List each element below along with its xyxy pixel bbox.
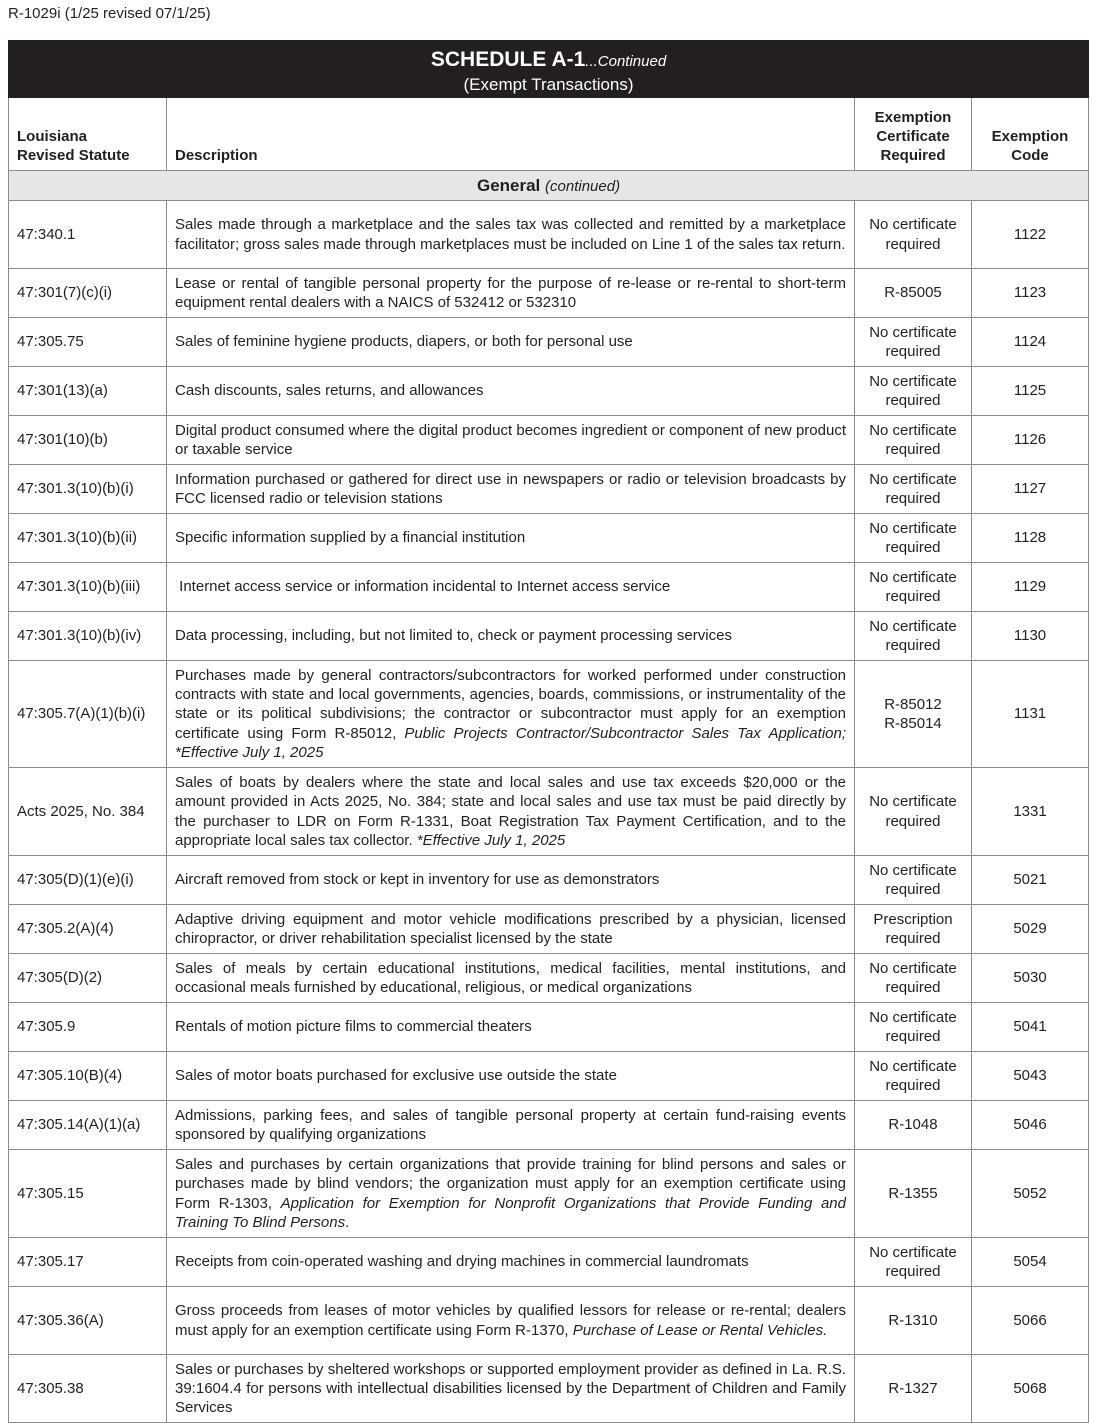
statute-cell xyxy=(9,563,167,612)
certificate-text: No certificate required xyxy=(869,519,957,556)
certificate-text: R-1327 xyxy=(888,1379,938,1397)
description-text: Sales of boats by dealers where the state and local sales and use tax exceeds $20,000 or the amount provided in Acts 2025, No. 384; state and local sales and use tax must be paid directly by the purchaser to LDR on Form R-1331, Boat Registration Tax Payment Certification, and to the appropriate local sales tax collector. xyxy=(175,773,851,849)
description-cell xyxy=(167,905,855,954)
certificate-cell xyxy=(855,465,972,514)
statute-column-header: Louisiana Revised Statute xyxy=(9,98,167,171)
exemption-code-cell xyxy=(972,465,1089,514)
table-row xyxy=(9,318,1089,367)
description-text: Admissions, parking fees, and sales of tangible personal property at certain fund-raising events sponsored by qualifying organizations xyxy=(175,1106,851,1143)
exemption-code-text: 1131 xyxy=(1013,705,1047,723)
section-name: General xyxy=(476,175,541,195)
exemption-code-text: 5066 xyxy=(1013,1311,1047,1329)
statute-text: 47:301.3(10)(b)(iii) xyxy=(17,578,141,596)
statute-text: 47:305.10(B)(4) xyxy=(17,1067,123,1085)
exemption-code-text: 5054 xyxy=(1013,1253,1047,1271)
table-row xyxy=(9,1355,1089,1423)
description-cell xyxy=(167,416,855,465)
table-row xyxy=(9,1003,1089,1052)
statute-text: 47:305.2(A)(4) xyxy=(17,920,114,938)
statute-text: 47:301.3(10)(b)(iv) xyxy=(17,627,142,645)
schedule-subtitle: (Exempt Transactions) xyxy=(463,74,634,94)
certificate-text: R-85012 xyxy=(884,695,942,713)
statute-text: 47:305.9 xyxy=(17,1018,76,1036)
exemption-code-text: 1331 xyxy=(1013,802,1047,820)
statute-cell xyxy=(9,612,167,661)
description-italic-text: Public Projects Contractor/Subcontractor Sales Tax Application; *Effective July 1, 2025 xyxy=(175,724,847,761)
form-id: R-1029i (1/25 revised 07/1/25) xyxy=(8,5,211,22)
description-cell xyxy=(167,954,855,1003)
description-cell xyxy=(167,768,855,856)
description-cell xyxy=(167,1287,855,1355)
certificate-text: No certificate required xyxy=(869,1243,957,1280)
statute-cell xyxy=(9,465,167,514)
schedule-table xyxy=(8,40,1089,1423)
exemption-code-text: 1125 xyxy=(1013,382,1047,400)
certificate-cell xyxy=(855,318,972,367)
certificate-cell xyxy=(855,1003,972,1052)
table-row xyxy=(9,905,1089,954)
statute-cell xyxy=(9,1052,167,1101)
certificate-cell xyxy=(855,563,972,612)
certificate-text: R-1355 xyxy=(888,1184,938,1202)
statute-cell xyxy=(9,1355,167,1423)
description-text: Gross proceeds from leases of motor vehicles by qualified lessors for release or re-rental; dealers must apply for an exemption certificate using Form R-1370, xyxy=(175,1302,851,1339)
certificate-cell xyxy=(855,514,972,563)
certificate-cell xyxy=(855,201,972,269)
exemption-code-text: 5046 xyxy=(1013,1116,1047,1134)
certificate-text: Prescription required xyxy=(873,910,953,947)
statute-cell xyxy=(9,954,167,1003)
statute-text: 47:301(10)(b) xyxy=(17,431,108,449)
column-header-row xyxy=(9,98,1089,171)
certificate-cell xyxy=(855,269,972,318)
statute-text: 47:301(13)(a) xyxy=(17,382,108,400)
exemption-code-cell xyxy=(972,768,1089,856)
exemption-code-cell xyxy=(972,1150,1089,1238)
description-text: Data processing, including, but not limited to, check or payment processing services xyxy=(175,627,732,645)
description-cell xyxy=(167,367,855,416)
exemption-code-cell xyxy=(972,954,1089,1003)
description-cell xyxy=(167,612,855,661)
description-text: Sales of motor boats purchased for exclusive use outside the state xyxy=(175,1067,617,1085)
exemption-code-text: 1130 xyxy=(1013,627,1047,645)
table-row xyxy=(9,1287,1089,1355)
statute-text: 47:305.75 xyxy=(17,333,84,351)
certificate-cell xyxy=(855,416,972,465)
table-row xyxy=(9,856,1089,905)
certificate-text: No certificate required xyxy=(869,421,957,458)
exemption-code-text: 1127 xyxy=(1013,480,1047,498)
description-cell xyxy=(167,661,855,768)
certificate-cell xyxy=(855,612,972,661)
certificate-text: No certificate required xyxy=(869,568,957,605)
certificate-text: R-85005 xyxy=(884,284,942,302)
table-row xyxy=(9,465,1089,514)
statute-cell xyxy=(9,514,167,563)
description-text: Receipts from coin-operated washing and drying machines in commercial laundromats xyxy=(175,1253,749,1271)
certificate-cell xyxy=(855,768,972,856)
section-note: (continued) xyxy=(545,177,621,195)
description-cell xyxy=(167,201,855,269)
description-text: Lease or rental of tangible personal property for the purpose of re-lease or re-rental to short-term equipment rental dealers with a NAICS of 532412 or 532310 xyxy=(175,274,851,311)
exemption-code-cell xyxy=(972,905,1089,954)
statute-cell xyxy=(9,416,167,465)
statute-cell xyxy=(9,367,167,416)
schedule-title: SCHEDULE A-1 xyxy=(430,47,586,71)
table-row xyxy=(9,514,1089,563)
exemption-code-cell xyxy=(972,1355,1089,1423)
exemption-code-text: 5052 xyxy=(1013,1184,1047,1202)
statute-cell xyxy=(9,318,167,367)
statute-text: 47:305.36(A) xyxy=(17,1311,104,1329)
description-italic-text: Application for Exemption for Nonprofit Organizations that Provide Funding and Training To Blind Persons xyxy=(175,1194,846,1231)
exemption-code-text: 5043 xyxy=(1013,1067,1047,1085)
table-row xyxy=(9,563,1089,612)
description-italic-text: Purchase of Lease or Rental Vehicles. xyxy=(572,1321,828,1339)
certificate-text: No certificate required xyxy=(869,959,957,996)
certificate-text: No certificate required xyxy=(869,216,957,253)
schedule-continued: ...Continued xyxy=(585,52,667,70)
statute-text: 47:305.17 xyxy=(17,1253,84,1271)
certificate-cell xyxy=(855,1150,972,1238)
statute-cell xyxy=(9,661,167,768)
statute-text: 47:305(D)(1)(e)(i) xyxy=(17,871,134,889)
exemption-code-text: 1124 xyxy=(1013,333,1047,351)
description-text: Digital product consumed where the digital product becomes ingredient or component of new product or taxable service xyxy=(175,421,851,458)
statute-cell xyxy=(9,1238,167,1287)
certificate-cell xyxy=(855,1101,972,1150)
exemption-code-cell xyxy=(972,612,1089,661)
description-text: Specific information supplied by a financial institution xyxy=(175,529,526,547)
exemption-code-cell xyxy=(972,416,1089,465)
certificate-text: No certificate required xyxy=(869,861,957,898)
description-text: Sales of feminine hygiene products, diapers, or both for personal use xyxy=(175,333,633,351)
description-text: Information purchased or gathered for direct use in newspapers or radio or television broadcasts by FCC licensed radio or television stations xyxy=(175,470,851,507)
exemption-code-cell xyxy=(972,1101,1089,1150)
exemption-code-cell xyxy=(972,318,1089,367)
statute-cell xyxy=(9,905,167,954)
table-row xyxy=(9,954,1089,1003)
certificate-cell xyxy=(855,1238,972,1287)
certificate-text: No certificate required xyxy=(869,617,957,654)
certificate-text-2: R-85014 xyxy=(884,715,942,732)
statute-text: 47:305.15 xyxy=(17,1184,84,1202)
certificate-cell xyxy=(855,661,972,768)
exemption-code-cell xyxy=(972,1238,1089,1287)
description-tail-text: . xyxy=(345,1213,350,1231)
statute-text: 47:301.3(10)(b)(i) xyxy=(17,480,134,498)
exemption-code-text: 5030 xyxy=(1013,969,1047,987)
exemption-code-cell xyxy=(972,201,1089,269)
statute-text: 47:301.3(10)(b)(ii) xyxy=(17,529,138,547)
certificate-cell xyxy=(855,856,972,905)
exemption-code-cell xyxy=(972,1052,1089,1101)
certificate-text: R-1048 xyxy=(888,1116,938,1134)
description-cell xyxy=(167,514,855,563)
description-text: Purchases made by general contractors/subcontractors for worked performed under construction contracts with state and local governments, agencies, boards, commissions, or instrumentality of the state or its political subdivisions; the contractor or subcontractor must apply for an exemption certificate using Form R-85012, xyxy=(175,666,851,742)
exemption-code-text: 1129 xyxy=(1013,578,1047,596)
description-text: Internet access service or information incidental to Internet access service xyxy=(175,578,671,596)
exemption-code-text: 1122 xyxy=(1013,225,1047,243)
statute-text: Acts 2025, No. 384 xyxy=(17,802,145,820)
statute-cell xyxy=(9,1101,167,1150)
certificate-cell xyxy=(855,1287,972,1355)
table-row xyxy=(9,367,1089,416)
table-row xyxy=(9,1101,1089,1150)
statute-cell xyxy=(9,768,167,856)
certificate-text: No certificate required xyxy=(869,323,957,360)
description-cell xyxy=(167,563,855,612)
section-header xyxy=(9,171,1089,201)
exemption-code-text: 5068 xyxy=(1013,1379,1047,1397)
description-cell xyxy=(167,856,855,905)
statute-cell xyxy=(9,1287,167,1355)
certificate-text: No certificate required xyxy=(869,1057,957,1094)
exemption-code-text: 1126 xyxy=(1013,431,1047,449)
statute-text: 47:301(7)(c)(i) xyxy=(17,284,113,302)
table-row xyxy=(9,416,1089,465)
certificate-text: R-1310 xyxy=(888,1311,938,1329)
description-text: Sales and purchases by certain organizations that provide training for blind persons and sales or purchases made by blind vendors; the organization must apply for an exemption certificate using Form R-1303, xyxy=(175,1155,851,1212)
description-text: Sales made through a marketplace and the sales tax was collected and remitted by a marketplace facilitator; gross sales made through marketplaces must be included on Line 1 of the sales tax return. xyxy=(175,216,851,253)
statute-cell xyxy=(9,269,167,318)
table-row xyxy=(9,1052,1089,1101)
table-row xyxy=(9,1238,1089,1287)
certificate-text: No certificate required xyxy=(869,372,957,409)
certificate-cell xyxy=(855,905,972,954)
exemption-code-cell xyxy=(972,661,1089,768)
description-column-header: Description xyxy=(167,98,855,171)
table-row xyxy=(9,661,1089,768)
exemption-code-text: 1123 xyxy=(1013,284,1047,302)
statute-cell xyxy=(9,201,167,269)
statute-text: 47:305.14(A)(1)(a) xyxy=(17,1116,141,1134)
certificate-text: No certificate required xyxy=(869,793,957,830)
exemption-code-cell xyxy=(972,563,1089,612)
exemption-code-text: 5041 xyxy=(1013,1018,1047,1036)
description-cell xyxy=(167,269,855,318)
certificate-cell xyxy=(855,954,972,1003)
description-cell xyxy=(167,1150,855,1238)
code-column-header: Exemption Code xyxy=(972,98,1089,171)
description-italic-text: *Effective July 1, 2025 xyxy=(416,831,566,849)
description-cell xyxy=(167,1052,855,1101)
exemption-code-cell xyxy=(972,367,1089,416)
certificate-cell xyxy=(855,1355,972,1423)
description-cell xyxy=(167,465,855,514)
statute-cell xyxy=(9,1150,167,1238)
description-cell xyxy=(167,1238,855,1287)
description-text: Cash discounts, sales returns, and allowances xyxy=(175,382,484,400)
description-cell xyxy=(167,318,855,367)
table-row xyxy=(9,201,1089,269)
description-text: Rentals of motion picture films to commercial theaters xyxy=(175,1018,532,1036)
statute-text: 47:305(D)(2) xyxy=(17,969,103,987)
statute-cell xyxy=(9,1003,167,1052)
exemption-code-cell xyxy=(972,269,1089,318)
statute-text: 47:340.1 xyxy=(17,225,76,243)
table-row xyxy=(9,768,1089,856)
statute-cell xyxy=(9,856,167,905)
exemption-code-text: 5021 xyxy=(1013,871,1047,889)
description-text: Adaptive driving equipment and motor vehicle modifications prescribed by a physician, licensed chiropractor, or driver rehabilitation specialist licensed by the state xyxy=(175,910,851,947)
exemption-code-cell xyxy=(972,514,1089,563)
description-cell xyxy=(167,1355,855,1423)
certificate-text: No certificate required xyxy=(869,470,957,507)
description-cell xyxy=(167,1101,855,1150)
statute-text: 47:305.7(A)(1)(b)(i) xyxy=(17,705,146,723)
certificate-text: No certificate required xyxy=(869,1008,957,1045)
description-text: Aircraft removed from stock or kept in inventory for use as demonstrators xyxy=(175,871,660,889)
statute-text: 47:305.38 xyxy=(17,1379,84,1397)
exemption-code-text: 5029 xyxy=(1013,920,1047,938)
certificate-cell xyxy=(855,367,972,416)
description-cell xyxy=(167,1003,855,1052)
exemption-code-cell xyxy=(972,1287,1089,1355)
table-row xyxy=(9,1150,1089,1238)
description-text: Sales or purchases by sheltered workshops or supported employment provider as defined in La. R.S. 39:1604.4 for persons with intellectual disabilities licensed by the Department of Children and Family Services xyxy=(175,1360,851,1417)
description-text: Sales of meals by certain educational institutions, medical facilities, mental institutions, and occasional meals furnished by educational, religious, or medical organizations xyxy=(175,959,851,996)
exemption-code-cell xyxy=(972,1003,1089,1052)
certificate-column-header: Exemption Certificate Required xyxy=(855,98,972,171)
schedule-banner xyxy=(9,41,1089,98)
exemption-code-cell xyxy=(972,856,1089,905)
table-row xyxy=(9,269,1089,318)
table-row xyxy=(9,612,1089,661)
certificate-cell xyxy=(855,1052,972,1101)
exemption-code-text: 1128 xyxy=(1013,529,1047,547)
